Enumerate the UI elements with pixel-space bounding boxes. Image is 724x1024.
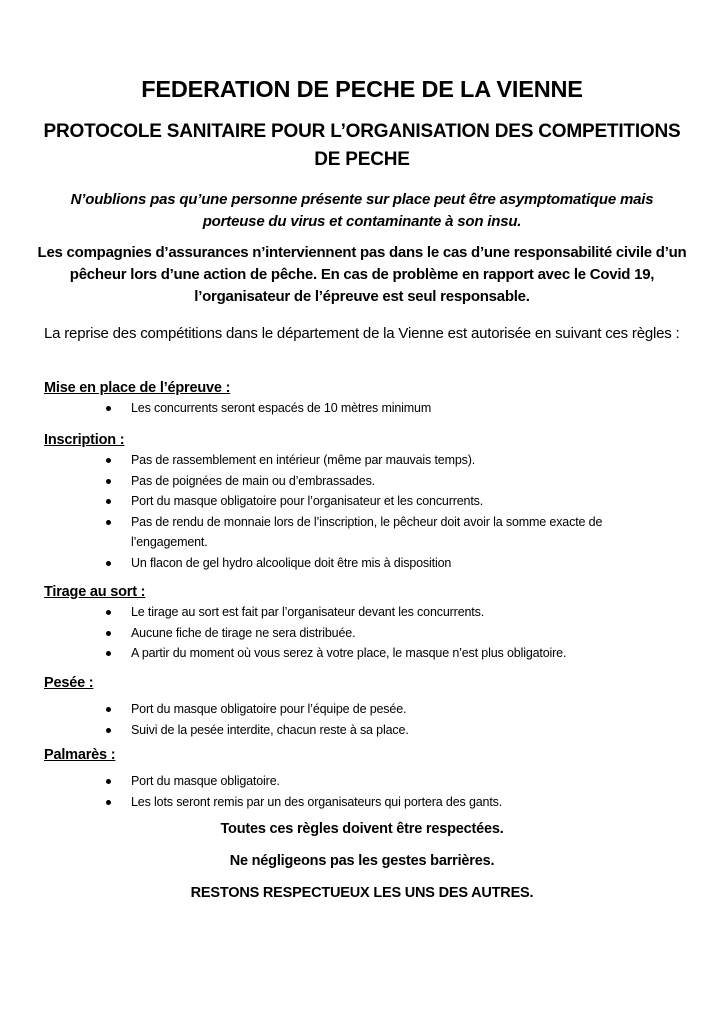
bullet-list <box>44 450 684 573</box>
intro-paragraph: La reprise des compétitions dans le département de la Vienne est autorisée en suivant ces règles : <box>44 325 680 342</box>
list-item: Aucune fiche de tirage ne sera distribuée. <box>44 623 651 644</box>
bullet-list <box>44 398 684 419</box>
section-heading: Palmarès : <box>44 747 116 763</box>
list-item: Port du masque obligatoire pour l’organisateur et les concurrents. <box>44 491 651 512</box>
section-inscription <box>44 430 684 573</box>
footer-barrier-gestures: Ne négligeons pas les gestes barrières. <box>229 853 495 869</box>
bullet-list <box>44 699 684 740</box>
bullet-icon <box>106 728 111 733</box>
section-heading: Mise en place de l’épreuve : <box>44 380 231 396</box>
section-tirage-au-sort <box>44 582 684 664</box>
bullet-icon <box>106 800 111 805</box>
section-heading: Inscription : <box>44 432 125 448</box>
list-item: Port du masque obligatoire pour l’équipe de pesée. <box>44 699 651 720</box>
list-item: Le tirage au sort est fait par l’organisateur devant les concurrents. <box>44 602 651 623</box>
warning-paragraph: N’oublions pas qu’une personne présente sur place peut être asymptomatique mais porteuse du virus et contaminante à son insu. <box>70 191 654 230</box>
list-item: Pas de rassemblement en intérieur (même par mauvais temps). <box>44 450 651 471</box>
section-palmares <box>44 745 684 812</box>
bullet-icon <box>106 479 111 484</box>
list-item: Port du masque obligatoire. <box>44 771 651 792</box>
footer-rules-respected: Toutes ces règles doivent être respectées. <box>220 821 504 837</box>
list-item: Les lots seront remis par un des organisateurs qui portera des gants. <box>44 792 651 813</box>
list-item: Suivi de la pesée interdite, chacun reste à sa place. <box>44 720 651 741</box>
bullet-icon <box>106 631 111 636</box>
bullet-icon <box>106 458 111 463</box>
bullet-icon <box>106 707 111 712</box>
insurance-paragraph: Les compagnies d’assurances n’interviennent pas dans le cas d’une responsabilité civile d’un pêcheur lors d’une action de pêche. En cas de problème en rapport avec le Covid 19, l’organisateur de l’épreuve est seul responsable. <box>37 244 687 305</box>
list-item: Pas de poignées de main ou d’embrassades. <box>44 471 651 492</box>
list-item: Pas de rendu de monnaie lors de l’inscription, le pêcheur doit avoir la somme exacte de l’engagement. <box>44 512 651 553</box>
bullet-icon <box>106 499 111 504</box>
document-subtitle: PROTOCOLE SANITAIRE POUR L’ORGANISATION DES COMPETITIONS DE PECHE <box>43 121 681 170</box>
footer-respectful: RESTONS RESPECTUEUX LES UNS DES AUTRES. <box>190 885 534 901</box>
section-pesee <box>44 673 684 740</box>
bullet-icon <box>106 779 111 784</box>
list-item: Un flacon de gel hydro alcoolique doit être mis à disposition <box>44 553 651 574</box>
bullet-icon <box>106 610 111 615</box>
section-heading: Pesée : <box>44 675 94 691</box>
section-mise-en-place <box>44 378 684 419</box>
bullet-list <box>44 771 684 812</box>
bullet-list <box>44 602 684 664</box>
bullet-icon <box>106 520 111 525</box>
bullet-icon <box>106 651 111 656</box>
list-item: A partir du moment où vous serez à votre place, le masque n’est plus obligatoire. <box>44 643 651 664</box>
bullet-icon <box>106 561 111 566</box>
list-item: Les concurrents seront espacés de 10 mètres minimum <box>44 398 651 419</box>
bullet-icon <box>106 406 111 411</box>
document-title: FEDERATION DE PECHE DE LA VIENNE <box>141 76 583 102</box>
section-heading: Tirage au sort : <box>44 584 146 600</box>
